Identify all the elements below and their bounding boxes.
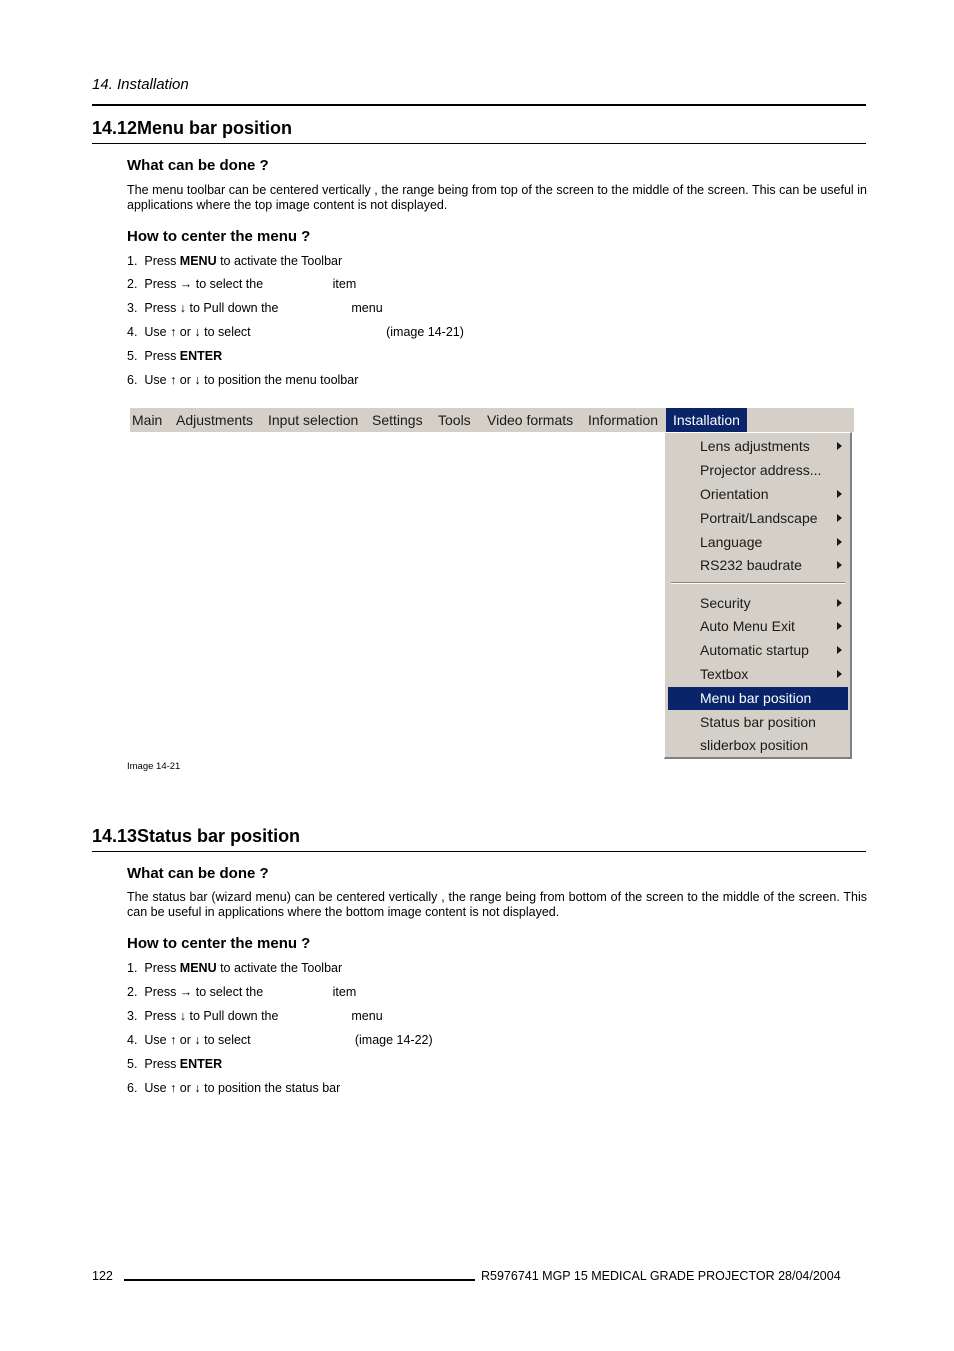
step-item: 1. Press MENU to activate the Toolbar — [127, 961, 343, 975]
step-item: 4. Use ↑ or ↓ to select (image 14-21) — [127, 325, 464, 339]
submenu-arrow-icon — [837, 670, 842, 678]
menu-item-textbox[interactable]: Textbox — [668, 663, 848, 686]
footer-document-info: R5976741 MGP 15 MEDICAL GRADE PROJECTOR 28/04/2004 — [481, 1269, 841, 1283]
step-item: 5. Press ENTER — [127, 349, 223, 363]
menu-video-formats[interactable]: Video formats — [487, 412, 574, 428]
submenu-arrow-icon — [837, 490, 842, 498]
menu-tools[interactable]: Tools — [438, 412, 471, 428]
menu-bar — [130, 408, 854, 432]
page-number: 122 — [92, 1269, 113, 1283]
step-item: 3. Press ↓ to Pull down the menu — [127, 301, 383, 315]
step-item: 1. Press MENU to activate the Toolbar — [127, 254, 343, 268]
menu-input-selection[interactable]: Input selection — [268, 412, 359, 428]
menu-item-security[interactable]: Security — [668, 592, 848, 615]
menu-separator — [671, 582, 845, 584]
what-paragraph: The menu toolbar can be centered vertically , the range being from top of the screen to the middle of the screen. This can be useful in applications where the top image content is not displayed. — [127, 183, 867, 212]
step-item: 6. Use ↑ or ↓ to position the menu toolbar — [127, 373, 359, 387]
menu-item-language[interactable]: Language — [668, 531, 848, 554]
submenu-arrow-icon — [837, 514, 842, 522]
step-item: 2. Press → to select the item — [127, 277, 357, 291]
section-rule — [92, 851, 866, 852]
submenu-arrow-icon — [837, 622, 842, 630]
submenu-arrow-icon — [837, 646, 842, 654]
step-item: 2. Press → to select the item — [127, 985, 357, 999]
menu-item-auto-menu-exit[interactable]: Auto Menu Exit — [668, 615, 848, 638]
submenu-arrow-icon — [837, 599, 842, 607]
installation-dropdown — [664, 432, 852, 759]
menu-item-lens-adjustments[interactable]: Lens adjustments — [668, 435, 848, 458]
step-item: 6. Use ↑ or ↓ to position the status bar — [127, 1081, 341, 1095]
menu-item-rs232-baudrate[interactable]: RS232 baudrate — [668, 554, 848, 577]
submenu-arrow-icon — [837, 538, 842, 546]
what-heading: What can be done ? — [127, 157, 269, 174]
menu-item-menu-bar-position[interactable]: Menu bar position — [668, 687, 848, 710]
menu-item-projector-address[interactable]: Projector address... — [700, 462, 822, 478]
chapter-header: 14. Installation — [92, 76, 189, 93]
menu-item-portrait-landscape[interactable]: Portrait/Landscape — [668, 507, 848, 530]
header-rule — [92, 104, 866, 106]
section-rule — [92, 143, 866, 144]
what-heading: What can be done ? — [127, 865, 269, 882]
image-caption: Image 14-21 — [127, 761, 181, 772]
step-item: 3. Press ↓ to Pull down the menu — [127, 1009, 383, 1023]
menu-main[interactable]: Main — [132, 412, 163, 428]
how-heading: How to center the menu ? — [127, 935, 311, 952]
menu-settings[interactable]: Settings — [372, 412, 423, 428]
step-item: 4. Use ↑ or ↓ to select (image 14-22) — [127, 1033, 433, 1047]
menu-information[interactable]: Information — [588, 412, 659, 428]
submenu-arrow-icon — [837, 561, 842, 569]
section-title-menu-bar: 14.12Menu bar position — [92, 118, 293, 138]
menu-installation[interactable]: Installation — [666, 408, 747, 432]
menu-item-sliderbox-position[interactable]: sliderbox position — [700, 737, 809, 753]
footer-rule — [124, 1279, 475, 1281]
menu-adjustments[interactable]: Adjustments — [176, 412, 254, 428]
what-paragraph: The status bar (wizard menu) can be centered vertically , the range being from bottom of the screen to the middle of the screen. This can be useful in applications where the bottom image content is not displayed. — [127, 890, 867, 919]
menu-item-automatic-startup[interactable]: Automatic startup — [668, 639, 848, 662]
section-title-status-bar: 14.13Status bar position — [92, 826, 301, 846]
step-item: 5. Press ENTER — [127, 1057, 223, 1071]
menu-item-status-bar-position[interactable]: Status bar position — [700, 714, 816, 730]
how-heading: How to center the menu ? — [127, 228, 311, 245]
submenu-arrow-icon — [837, 442, 842, 450]
menu-item-orientation[interactable]: Orientation — [668, 483, 848, 506]
